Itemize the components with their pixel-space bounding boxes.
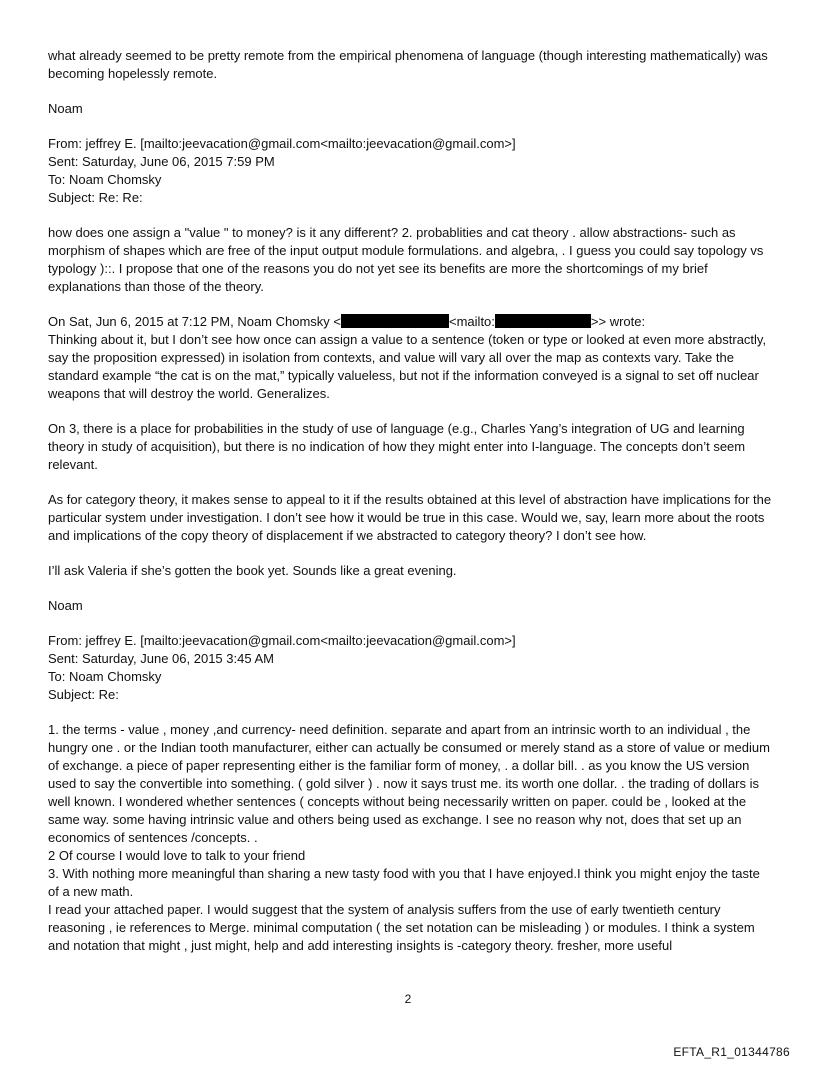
paragraph-probabilities: On 3, there is a place for probabilities in the study of use of language (e.g., Charles Yang’s integration of UG and learning theory in study of acquisition), but there is no indication of how they might enter into I-language. The concepts don’t seem relevant. <box>48 421 746 472</box>
signature-noam: Noam <box>48 101 83 116</box>
wrote-prefix: On Sat, Jun 6, 2015 at 7:12 PM, Noam Chomsky < <box>48 314 342 329</box>
header-subject: Subject: Re: Re: <box>48 190 143 205</box>
paragraph-friend: 2 Of course I would love to talk to your friend <box>48 848 306 863</box>
header-to: To: Noam Chomsky <box>48 669 162 684</box>
wrote-suffix: >> wrote: <box>590 314 646 329</box>
paragraph-thinking: Thinking about it, but I don’t see how once can assign a value to a sentence (token or type or looked at even more abstractly, say the proposition expressed) in isolation from contexts, and value will vary all over the map as contexts vary. Take the standard example “the cat is on the mat,” typically valueless, but not if the information conveyed is a signal to set off nuclear weapons that will destroy the world. Generalizes. <box>48 332 767 401</box>
wrote-mailto: <mailto: <box>449 314 495 329</box>
paragraph-valeria: I’ll ask Valeria if she’s gotten the book yet. Sounds like a great evening. <box>48 563 457 578</box>
email-document <box>48 47 774 955</box>
signature-noam: Noam <box>48 598 83 613</box>
paragraph-intro: what already seemed to be pretty remote from the empirical phenomena of language (though interesting mathematically) was becoming hopelessly remote. <box>48 48 768 81</box>
header-from: From: jeffrey E. [mailto:jeevacation@gmail.com<mailto:jeevacation@gmail.com>] <box>48 136 516 151</box>
email-header-1 <box>48 135 774 207</box>
redaction-block <box>495 314 591 328</box>
paragraph-category-theory: As for category theory, it makes sense to appeal to it if the results obtained at this level of abstraction have implications for the particular system under investigation. I don’t see how it would be true in this case. Would we, say, learn more about the roots and implications of the copy theory of displacement if we abstracted to category theory? I don’t see how. <box>48 492 772 543</box>
header-from: From: jeffrey E. [mailto:jeevacation@gmail.com<mailto:jeevacation@gmail.com>] <box>48 633 516 648</box>
header-subject: Subject: Re: <box>48 687 119 702</box>
wrote-line <box>48 313 774 331</box>
page-number: 2 <box>404 992 412 1006</box>
header-sent: Sent: Saturday, June 06, 2015 3:45 AM <box>48 651 274 666</box>
header-to: To: Noam Chomsky <box>48 172 162 187</box>
paragraph-new-math: 3. With nothing more meaningful than sharing a new tasty food with you that I have enjoyed.I think you might enjoy the taste of a new math. <box>48 866 760 899</box>
paragraph-terms: 1. the terms - value , money ,and currency- need definition. separate and apart from an intrinsic worth to an individual , the hungry one . or the Indian tooth manufacturer, either can actually be consumed or merely stand as a store of value or medium of exchange. a piece of paper representing either is the familiar form of money, . a dollar bill. . as you know the US version used to say the convertible into something. ( gold silver ) . now it says trust me. its worth one dollar. . the trading of dollars is well known. I wondered whether sentences ( concepts without being necessarily written on paper. could be , looked at the same way. some having intrinsic value and others being used as exchange. I see no reason why not, does that set up an economics of sentences /concepts. . <box>48 722 770 845</box>
paragraph-reply: how does one assign a "value " to money? is it any different? 2. probablities and cat theory . allow abstractions- such as morphism of shapes which are free of the input output module formulations. and algebra, . I guess you could say topology vs typology )::. I propose that one of the reasons you do not yet see its benefits are more the shortcomings of my brief explanations than those of the theory. <box>48 225 764 294</box>
document-id: EFTA_R1_01344786 <box>673 1045 790 1059</box>
redaction-block <box>341 314 449 328</box>
paragraph-paper: I read your attached paper. I would suggest that the system of analysis suffers from the use of early twentieth century reasoning , ie references to Merge. minimal computation ( the set notation can be misleading ) or modules. I think a system and notation that might , just might, help and add interesting insights is -category theory. fresher, more useful <box>48 902 755 953</box>
email-header-2 <box>48 632 774 704</box>
header-sent: Sent: Saturday, June 06, 2015 7:59 PM <box>48 154 275 169</box>
